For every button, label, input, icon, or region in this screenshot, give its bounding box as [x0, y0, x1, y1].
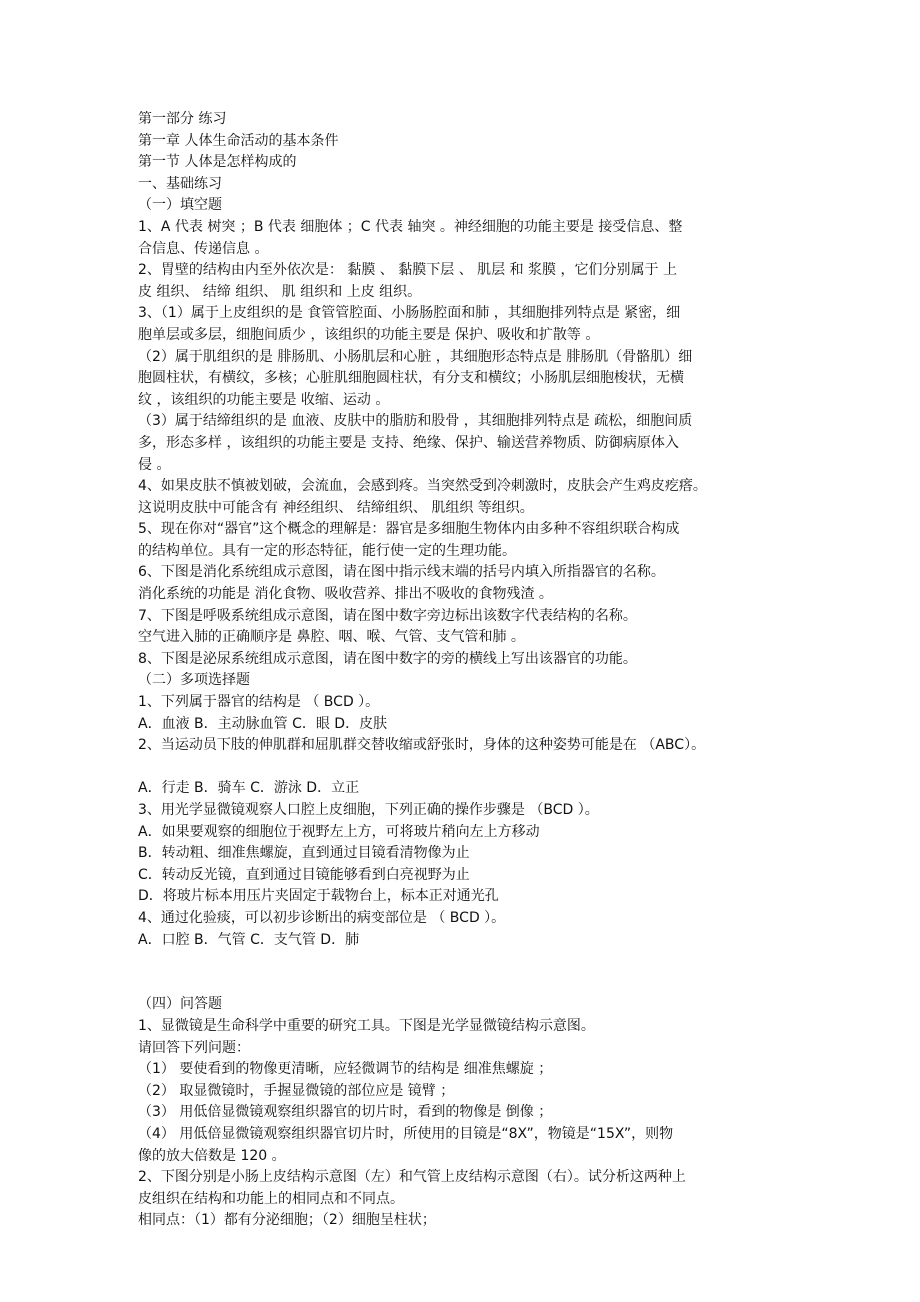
text-line: 纹 ，该组织的功能主要是 收缩、运动 。 [138, 391, 390, 408]
text-line: 像的放大倍数是 120 。 [138, 1147, 286, 1164]
text-line: 5、现在你对“器官”这个概念的理解是：器官是多细胞生物体内由多种不容组织联合构成 [138, 521, 680, 538]
text-line: （2）属于肌组织的是 腓肠肌、小肠肌层和心脏 ，其细胞形态特点是 腓肠肌（骨骼肌）细 [138, 348, 693, 365]
text-line: 相同点：（1）都有分泌细胞；（2）细胞呈柱状； [138, 1212, 436, 1229]
text-line: 皮 组织、 结缔 组织、 肌 组织和 上皮 组织。 [138, 283, 422, 300]
text-line: 2、当运动员下肢的伸肌群和屈肌群交替收缩或舒张时，身体的这种姿势可能是在 （ABC）。 [138, 737, 706, 754]
text-line: （二）多项选择题 [138, 672, 250, 689]
text-line [138, 951, 788, 973]
text-line: A．如果要观察的细胞位于视野左上方，可将玻片稍向左上方移动 [138, 823, 540, 840]
text-line: （3）属于结缔组织的是 血液、皮肤中的脂肪和股骨 ，其细胞排列特点是 疏松，细胞间质 [138, 413, 693, 430]
text-line: C．转动反光镜，直到通过目镜能够看到白亮视野为止 [138, 866, 470, 883]
text-line: 4、通过化验痰，可以初步诊断出的病变部位是 （ BCD ）。 [138, 909, 506, 926]
text-line: 2、下图分别是小肠上皮结构示意图（左）和气管上皮结构示意图（右）。试分析这两种上 [138, 1169, 686, 1186]
text-line: 这说明皮肤中可能含有 神经组织、 结缔组织、 肌组织 等组织。 [138, 499, 534, 516]
text-line: 第一章 人体生命活动的基本条件 [138, 132, 339, 149]
text-line: 3、用光学显微镜观察人口腔上皮细胞，下列正确的操作步骤是 （BCD ）。 [138, 802, 599, 818]
text-line: 皮组织在结构和功能上的相同点和不同点。 [138, 1190, 404, 1207]
text-line: 一、基础练习 [138, 175, 222, 192]
text-line: 胞单层或多层，细胞间质少 ，该组织的功能主要是 保护、吸收和扩散等 。 [138, 326, 600, 343]
text-line: B．转动粗、细准焦螺旋，直到通过目镜看清物像为止 [138, 845, 470, 862]
text-line: 消化系统的功能是 消化食物、吸收营养、排出不吸收的食物残渣 。 [138, 586, 553, 603]
text-line: D．将玻片标本用压片夹固定于载物台上，标本正对通光孔 [138, 888, 499, 905]
text-line: 多，形态多样 ，该组织的功能主要是 支持、绝缘、保护、输送营养物质、防御病原体入 [138, 434, 679, 451]
text-line: 第一节 人体是怎样构成的 [138, 154, 297, 171]
text-line: （一）填空题 [138, 197, 222, 214]
text-line: 6、下图是消化系统组成示意图，请在图中指示线末端的括号内填入所指器官的名称。 [138, 564, 665, 581]
text-line: 1、显微镜是生命科学中重要的研究工具。下图是光学显微镜结构示意图。 [138, 1017, 595, 1034]
text-line: 1、A 代表 树突 ；B 代表 细胞体 ；C 代表 轴突 。神经细胞的功能主要是 接受信息、整 [138, 218, 683, 235]
text-line: 7、下图是呼吸系统组成示意图，请在图中数字旁边标出该数字代表结构的名称。 [138, 607, 637, 624]
text-line [138, 757, 788, 779]
text-line: （1） 要使看到的物像更清晰，应轻微调节的结构是 细准焦螺旋 ； [138, 1061, 553, 1078]
text-line: 请回答下列问题： [138, 1039, 250, 1056]
text-line: A．血液 B．主动脉血管 C．眼 D．皮肤 [138, 715, 388, 732]
text-line: 8、下图是泌尿系统组成示意图，请在图中数字的旁的横线上写出该器官的功能。 [138, 650, 637, 667]
text-line: 空气进入肺的正确顺序是 鼻腔、咽、喉、气管、支气管和肺 。 [138, 629, 525, 646]
text-line: （4） 用低倍显微镜观察组织器官切片时，所使用的目镜是“8X”，物镜是“15X”，则物 [138, 1125, 674, 1142]
text-line: （2） 取显微镜时，手握显微镜的部位应是 镜臂 ； [138, 1082, 455, 1099]
text-line: 2、胃壁的结构由内至外依次是： 黏膜 、 黏膜下层 、 肌层 和 浆膜 ，它们分别属于 上 [138, 262, 677, 279]
text-line: 的结构单位。具有一定的形态特征，能行使一定的生理功能。 [138, 542, 516, 559]
text-line: 第一部分 练习 [138, 111, 227, 127]
text-line: 胞圆柱状，有横纹，多核；心脏肌细胞圆柱状，有分支和横纹；小肠肌层细胞梭状，无横 [138, 370, 684, 387]
text-line: 4、如果皮肤不慎被划破，会流血，会感到疼。当突然受到冷刺激时，皮肤会产生鸡皮疙瘩。 [138, 478, 707, 495]
document-page [138, 109, 788, 1232]
text-line: A．行走 B．骑车 C．游泳 D．立正 [138, 780, 360, 797]
text-line: （四）问答题 [138, 996, 222, 1013]
text-line: 3、（1）属于上皮组织的是 食管管腔面、小肠肠腔面和肺 ，其细胞排列特点是 紧密，细 [138, 305, 681, 322]
text-line: A．口腔 B．气管 C．支气管 D．肺 [138, 931, 360, 948]
text-line: 合信息、传递信息 。 [138, 240, 269, 257]
text-line [138, 973, 788, 995]
text-line: 1、下列属于器官的结构是 （ BCD ）。 [138, 694, 380, 711]
text-line: 侵 。 [138, 456, 171, 473]
text-line: （3） 用低倍显微镜观察组织器官的切片时，看到的物像是 倒像 ； [138, 1104, 553, 1121]
